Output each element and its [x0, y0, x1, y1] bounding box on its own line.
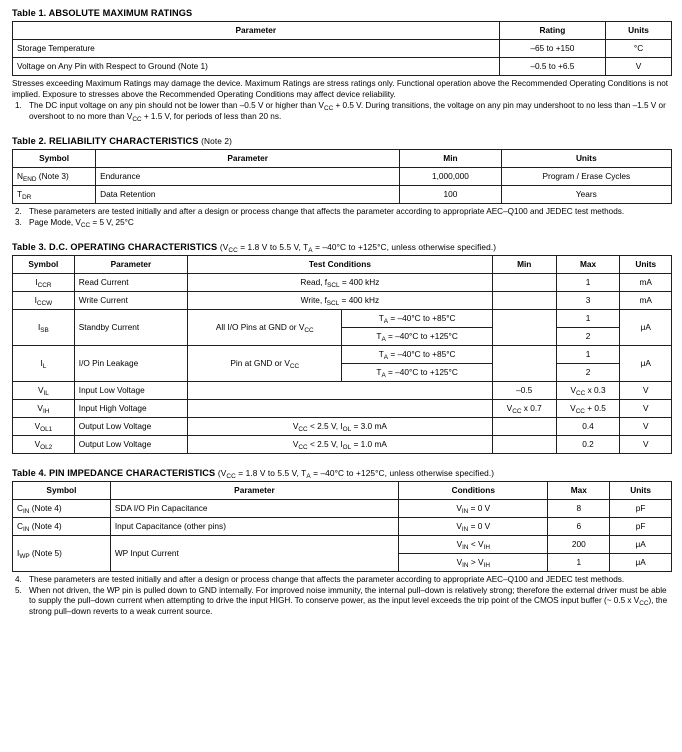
cell-max: 3 — [556, 292, 620, 310]
th-max: Max — [556, 256, 620, 274]
cell-min — [492, 436, 556, 454]
table1-title: Table 1. ABSOLUTE MAXIMUM RATINGS — [12, 8, 193, 18]
cell-units: V — [606, 58, 672, 76]
cell-parameter: Voltage on Any Pin with Respect to Ground (Note 1) — [13, 58, 500, 76]
cell-conditions: $V_{IN} = 0$ V — [399, 518, 548, 536]
th-max: Max — [548, 482, 610, 500]
cell-rating: –0.5 to +6.5 — [499, 58, 605, 76]
cell-symbol: $I_{SB}$ — [13, 310, 75, 346]
table-row — [13, 58, 672, 76]
note-number: 3. — [15, 217, 22, 227]
cell-units: mA — [620, 274, 672, 292]
note-text-b: ), the strong pull–down reverts to a weak current source. — [29, 596, 668, 616]
cell-units: V — [620, 436, 672, 454]
cell-units: μA — [620, 346, 672, 382]
cell-conditions-left: Pin at GND or $V_{CC}$ — [188, 346, 342, 382]
note-sub: CC — [639, 600, 649, 607]
cell-symbol: $C_{IN}$ (Note 4) — [13, 518, 111, 536]
cell-max: 2 — [556, 364, 620, 382]
cell-parameter: Input Low Voltage — [74, 382, 187, 400]
cell-units: V — [620, 400, 672, 418]
cell-conditions: $V_{IN} < V_{IH}$ — [399, 536, 548, 554]
th-parameter: Parameter — [110, 482, 398, 500]
cell-max: 1 — [556, 310, 620, 328]
note-number: 4. — [15, 575, 22, 584]
cell-conditions: $V_{CC} < 2.5$ V, $I_{OL} = 1.0$ mA — [188, 436, 493, 454]
cell-conditions: $V_{CC} < 2.5$ V, $I_{OL} = 3.0$ mA — [188, 418, 493, 436]
cell-parameter: Storage Temperature — [13, 40, 500, 58]
cell-symbol: $I_{WP}$ (Note 5) — [13, 536, 111, 572]
table-row — [13, 168, 672, 186]
cell-min: 1,000,000 — [400, 168, 501, 186]
table1-absolute-maximum-ratings — [12, 21, 672, 76]
note-text-a: The DC input voltage on any pin should not be lower than –0.5 V or higher than V — [29, 101, 324, 110]
cell-min — [492, 418, 556, 436]
table-row — [13, 400, 672, 418]
cell-parameter: I/O Pin Leakage — [74, 346, 187, 382]
cell-units: °C — [606, 40, 672, 58]
table-row — [13, 40, 672, 58]
cell-max: 2 — [556, 328, 620, 346]
cell-max: 1 — [556, 346, 620, 364]
th-min: Min — [400, 150, 501, 168]
cell-max: $V_{CC}$ x 0.3 — [556, 382, 620, 400]
note-text-a: Page Mode, V — [29, 217, 81, 227]
cell-symbol: $V_{OL1}$ — [13, 418, 75, 436]
note-text: These parameters are tested initially and after a design or process change that affects the parameter according to appropriate AEC–Q100 and JEDEC test methods. — [29, 207, 625, 216]
table4-notes — [12, 575, 672, 617]
cell-max: 200 — [548, 536, 610, 554]
cell-min: –0.5 — [492, 382, 556, 400]
cell-parameter: Input High Voltage — [74, 400, 187, 418]
note-item — [12, 101, 672, 122]
cell-max: 0.2 — [556, 436, 620, 454]
cell-parameter: WP Input Current — [110, 536, 398, 572]
note-item — [12, 586, 672, 618]
th-parameter: Parameter — [96, 150, 400, 168]
note-item — [12, 207, 672, 218]
table-header-row — [13, 150, 672, 168]
note-text-b: = 5 V, 25°C — [90, 217, 134, 227]
cell-symbol: $C_{IN}$ (Note 4) — [13, 500, 111, 518]
cell-subcondition: $T_A = -40^\circ C$ to +125°C — [342, 328, 492, 346]
cell-parameter: Write Current — [74, 292, 187, 310]
cell-parameter: Output Low Voltage — [74, 436, 187, 454]
cell-symbol: $I_{CCW}$ — [13, 292, 75, 310]
symbol-sub: END — [23, 175, 37, 183]
cell-max: 1 — [556, 274, 620, 292]
cell-symbol — [13, 168, 96, 186]
th-symbol: Symbol — [13, 150, 96, 168]
cell-symbol: $V_{IH}$ — [13, 400, 75, 418]
table-row — [13, 186, 672, 204]
table1-notes — [12, 79, 672, 122]
cell-symbol — [13, 186, 96, 204]
note-item — [12, 575, 672, 586]
note-number: 5. — [15, 585, 22, 595]
table1-stress-note: Stresses exceeding Maximum Ratings may damage the device. Maximum Ratings are stress ratings only. Functional operation above the Recommended Operating Conditions is not implied. Exposure to stresses above the Recommended Operating Conditions may affect device reliability. — [12, 79, 669, 99]
cell-min: 100 — [400, 186, 501, 204]
cell-units: pF — [610, 518, 672, 536]
table3-dc-operating-characteristics — [12, 255, 672, 454]
cell-units: pF — [610, 500, 672, 518]
cell-parameter: Standby Current — [74, 310, 187, 346]
symbol-sub: DR — [22, 193, 32, 201]
th-units: Units — [620, 256, 672, 274]
cell-max: 8 — [548, 500, 610, 518]
note-text-b: + 0.5 V. During transitions, the voltage on any pin may undershoot to no less than –1.5 V or overshoot to no more than V — [29, 101, 666, 121]
cell-parameter: Input Capacitance (other pins) — [110, 518, 398, 536]
symbol-main: T — [17, 188, 23, 199]
cell-max: 6 — [548, 518, 610, 536]
cell-parameter: Output Low Voltage — [74, 418, 187, 436]
cell-conditions — [188, 400, 493, 418]
cell-subcondition: $T_A = -40^\circ C$ to +125°C — [342, 364, 492, 382]
cell-max: 0.4 — [556, 418, 620, 436]
table-row — [13, 418, 672, 436]
table4-title-text: Table 4. PIN IMPEDANCE CHARACTERISTICS — [12, 468, 216, 478]
cell-parameter: SDA I/O Pin Capacitance — [110, 500, 398, 518]
cell-conditions: $V_{IN} = 0$ V — [399, 500, 548, 518]
table3-title-conditions: ($V_{CC} = 1.8$ V to 5.5 V, $T_A = -40^\circ C$ to +125°C, unless otherwise specified.) — [219, 242, 497, 254]
table1-numbered-notes — [12, 101, 672, 122]
table2-notes — [12, 207, 672, 228]
cell-units: V — [620, 382, 672, 400]
symbol-main: N — [17, 170, 23, 181]
table-row — [13, 500, 672, 518]
cell-symbol: $I_L$ — [13, 346, 75, 382]
table3-title-text: Table 3. D.C. OPERATING CHARACTERISTICS — [12, 242, 218, 252]
cell-parameter: Data Retention — [96, 186, 400, 204]
table2-title — [12, 136, 672, 146]
table2-reliability-characteristics — [12, 149, 672, 204]
cell-symbol: $V_{IL}$ — [13, 382, 75, 400]
note-sub: CC — [80, 221, 91, 229]
th-symbol: Symbol — [13, 256, 75, 274]
cell-min — [492, 346, 556, 382]
cell-max: $V_{CC} + 0.5$ — [556, 400, 620, 418]
table4-pin-impedance-characteristics — [12, 481, 672, 572]
cell-min — [492, 292, 556, 310]
cell-units: Years — [501, 186, 671, 204]
cell-min — [492, 310, 556, 346]
table2-title-text: Table 2. RELIABILITY CHARACTERISTICS — [12, 136, 199, 146]
table4-title — [12, 468, 672, 478]
cell-symbol: $V_{OL2}$ — [13, 436, 75, 454]
cell-units: Program / Erase Cycles — [501, 168, 671, 186]
note-text: These parameters are tested initially and after a design or process change that affects the parameter according to appropriate AEC–Q100 and JEDEC test methods. — [29, 575, 625, 584]
cell-min — [492, 274, 556, 292]
note-number: 2. — [15, 207, 22, 216]
note-text-a: When not driven, the WP pin is pulled down to GND internally. For improved noise immunity, the internal pull–down is relatively strong; therefore the external driver must be able to supply the pull–down current when attempting to drive the input HIGH. To conserve power, as the input level exceeds the trip point of the CMOS input buffer (~ 0.5 x V — [29, 585, 667, 605]
cell-units: μA — [610, 554, 672, 572]
table2-numbered-notes — [12, 207, 672, 228]
th-test-conditions: Test Conditions — [188, 256, 493, 274]
cell-conditions: Write, $f_{SCL} = 400$ kHz — [188, 292, 493, 310]
cell-conditions-left: All I/O Pins at GND or $V_{CC}$ — [188, 310, 342, 346]
cell-max: 1 — [548, 554, 610, 572]
cell-rating: –65 to +150 — [499, 40, 605, 58]
th-symbol: Symbol — [13, 482, 111, 500]
note-sub-b: CC — [132, 115, 142, 123]
note-text-c: + 1.5 V, for periods of less than 20 ns. — [141, 111, 282, 121]
table-row — [13, 292, 672, 310]
table-header-row — [13, 482, 672, 500]
cell-conditions — [188, 382, 493, 400]
table-row — [13, 274, 672, 292]
cell-parameter: Read Current — [74, 274, 187, 292]
cell-conditions: Read, $f_{SCL} = 400$ kHz — [188, 274, 493, 292]
th-units: Units — [606, 22, 672, 40]
cell-conditions: $V_{IN} > V_{IH}$ — [399, 554, 548, 572]
table4-numbered-notes — [12, 575, 672, 617]
table-row — [13, 536, 672, 554]
th-rating: Rating — [499, 22, 605, 40]
table-row — [13, 382, 672, 400]
note-item — [12, 218, 672, 229]
th-units: Units — [610, 482, 672, 500]
cell-subcondition: $T_A = -40^\circ C$ to +85°C — [342, 346, 492, 364]
th-parameter: Parameter — [13, 22, 500, 40]
th-units: Units — [501, 150, 671, 168]
cell-min: $V_{CC}$ x 0.7 — [492, 400, 556, 418]
note-sub-a: CC — [323, 105, 334, 112]
cell-units: V — [620, 418, 672, 436]
cell-symbol: $I_{CCR}$ — [13, 274, 75, 292]
th-conditions: Conditions — [399, 482, 548, 500]
cell-parameter: Endurance — [96, 168, 400, 186]
table-row — [13, 436, 672, 454]
cell-subcondition: $T_A = -40^\circ C$ to +85°C — [342, 310, 492, 328]
symbol-tail: (Note 3) — [36, 170, 69, 181]
note-number: 1. — [15, 101, 22, 110]
cell-units: μA — [620, 310, 672, 346]
cell-units: mA — [620, 292, 672, 310]
table-row — [13, 346, 672, 364]
table-header-row — [13, 256, 672, 274]
table-row — [13, 310, 672, 328]
cell-units: μA — [610, 536, 672, 554]
th-parameter: Parameter — [74, 256, 187, 274]
table-row — [13, 518, 672, 536]
table3-title — [12, 242, 672, 252]
table4-title-conditions: ($V_{CC} = 1.8$ V to 5.5 V, $T_A = -40^\circ C$ to +125°C, unless otherwise specified.) — [217, 468, 495, 480]
th-min: Min — [492, 256, 556, 274]
table2-title-note: (Note 2) — [201, 136, 232, 146]
table-header-row — [13, 22, 672, 40]
